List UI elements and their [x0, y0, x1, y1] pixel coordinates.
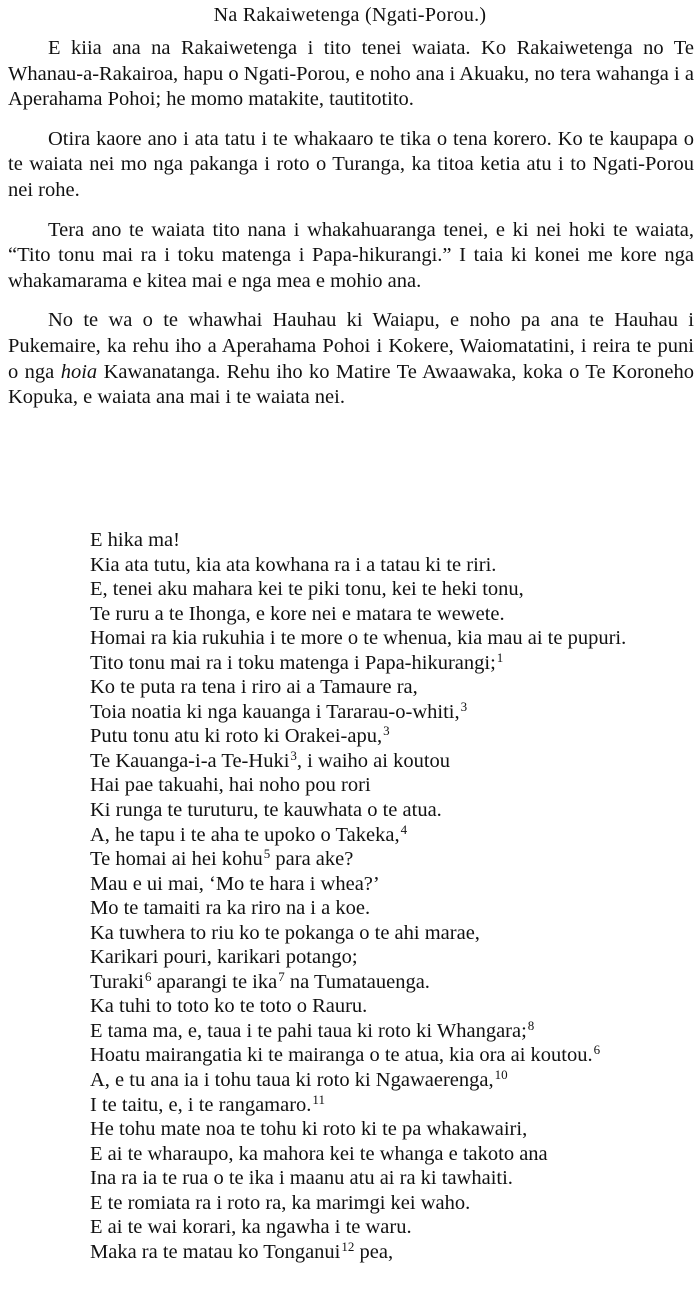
- poem-line-text: Mau e ui mai, ‘Mo te hara i whea?’: [90, 872, 380, 895]
- intro-paragraph-3: Tera ano te waiata tito nana i whakahuaranga tenei, e ki nei hoki te waiata, “Tito tonu mai ra i toku matenga i Papa-hikurangi.” I taia ki konei me kore nga whakamarama e kitea mai e nga mea e mohio ana.: [8, 218, 694, 292]
- footnote-marker: 6: [144, 968, 152, 984]
- poem-line: [90, 1191, 696, 1216]
- poem-line: [90, 872, 696, 897]
- poem-line: [90, 945, 696, 970]
- poem-line-text: A, he tapu i te aha te upoko o Takeka,: [90, 823, 400, 846]
- poem-line: [90, 602, 696, 627]
- poem-line: [90, 1166, 696, 1191]
- poem-line: [90, 896, 696, 921]
- poem-line: [90, 553, 696, 578]
- poem-line-text: , i waiho ai koutou: [296, 749, 451, 772]
- footnote-marker: 6: [593, 1042, 601, 1058]
- poem-line: [90, 798, 696, 823]
- footnote-marker: 8: [527, 1017, 535, 1033]
- intro-paragraph-2: Otira kaore ano i ata tatu i te whakaaro te tika o tena korero. Ko te kaupapa o te waiata nei mo nga pakanga i roto o Turanga, ka titoa ketia atu i to Ngati-Porou nei rohe.: [8, 127, 694, 201]
- poem-line-text: Te ruru a te Ihonga, e kore nei e matara te wewete.: [90, 602, 505, 625]
- footnote-marker: 11: [312, 1091, 325, 1107]
- footnote-marker: 12: [341, 1238, 355, 1254]
- footnote-marker: 1: [496, 649, 504, 665]
- poem-line-text: He tohu mate noa te tohu ki roto ki te pa whakawairi,: [90, 1118, 528, 1141]
- poem-line-text: E, tenei aku mahara kei te piki tonu, kei te heki tonu,: [90, 578, 524, 601]
- poem-line-text: Putu tonu atu ki roto ki Orakei-apu,: [90, 725, 383, 748]
- poem-line-text: E ai te wai korari, ka ngawha i te waru.: [90, 1216, 412, 1239]
- footnote-marker: 10: [494, 1067, 508, 1083]
- poem-line: [90, 823, 696, 848]
- poem-line-text: Maka ra te matau ko Tonganui: [90, 1240, 341, 1263]
- poem-line: [90, 1215, 696, 1240]
- page-title: Na Rakaiwetenga (Ngati-Porou.): [213, 4, 487, 26]
- poem-line: [90, 1019, 696, 1044]
- poem-line-text: Tito tonu mai ra i toku matenga i Papa-hikurangi;: [90, 651, 496, 674]
- poem-line: [90, 994, 696, 1019]
- footnote-marker: 4: [400, 821, 408, 837]
- poem-line-text: pea,: [354, 1240, 394, 1263]
- poem-line-text: Ko te puta ra tena i riro ai a Tamaure ra,: [90, 676, 418, 699]
- poem-line: [90, 773, 696, 798]
- intro-paragraph-4: [8, 308, 694, 410]
- poem-line-text: Ina ra ia te rua o te ika i maanu atu ai ra ki tawhaiti.: [90, 1167, 513, 1190]
- poem-line-text: Ki runga te turuturu, te kauwhata o te atua.: [90, 799, 442, 822]
- footnote-marker: 3: [460, 698, 468, 714]
- poem-line: [90, 847, 696, 872]
- poem-line-text: Ka tuwhera to riu ko te pokanga o te ahi marae,: [90, 921, 480, 944]
- poem-line-text: Hoatu mairangatia ki te mairanga o te atua, kia ora ai koutou.: [90, 1044, 593, 1067]
- poem-line: [90, 577, 696, 602]
- poem-lyrics: [90, 528, 696, 1264]
- poem-line-text: E hika ma!: [90, 529, 180, 551]
- poem-line-text: Homai ra kia rukuhia i te more o te whenua, kia mau ai te pupuri.: [90, 627, 627, 650]
- poem-line-text: I te taitu, e, i te rangamaro.: [90, 1093, 312, 1116]
- italic-word: hoia: [60, 360, 98, 383]
- footnote-marker: 7: [278, 968, 285, 984]
- poem-line-text: E ai te wharaupo, ka mahora kei te whanga e takoto ana: [90, 1142, 548, 1165]
- poem-line: [90, 675, 696, 700]
- poem-line-text: Hai pae takuahi, hai noho pou rori: [90, 774, 371, 797]
- poem-line: [90, 1142, 696, 1167]
- poem-line-text: Turaki: [90, 970, 144, 993]
- paragraph-text: No te wa o te whawhai Hauhau ki Waiapu, e noho pa ana te Hauhau i Pukemaire, ka rehu iho a Aperahama Pohoi i Kokere, Waiomatatini, i reira te puni o nga: [8, 309, 694, 383]
- poem-line-text: na Tumatauenga.: [284, 970, 430, 993]
- poem-line: [90, 749, 696, 774]
- poem-line-text: Te homai ai hei kohu: [90, 848, 263, 871]
- footnote-marker: 3: [383, 723, 390, 739]
- footnote-marker: 5: [263, 846, 271, 862]
- poem-line-text: aparangi te ika: [151, 970, 278, 993]
- poem-line: [90, 1068, 696, 1093]
- poem-line-text: Te Kauanga-i-a Te-Huki: [90, 749, 290, 772]
- poem-line: [90, 1240, 696, 1265]
- poem-line: [90, 1043, 696, 1068]
- poem-line-text: A, e tu ana ia i tohu taua ki roto ki Ngawaerenga,: [90, 1069, 494, 1092]
- poem-line-text: E tama ma, e, taua i te pahi taua ki roto ki Whangara;: [90, 1019, 527, 1042]
- poem-line: [90, 1093, 696, 1118]
- introduction: [8, 36, 694, 411]
- poem-line-text: Ka tuhi to toto ko te toto o Rauru.: [90, 995, 368, 1018]
- poem-line: [90, 1117, 696, 1142]
- poem-line-text: E te romiata ra i roto ra, ka marimgi kei waho.: [90, 1191, 471, 1214]
- footnote-marker: 3: [290, 747, 297, 763]
- poem-line: [90, 651, 696, 676]
- poem-line: [90, 921, 696, 946]
- poem-line: [90, 970, 696, 995]
- poem-line-text: Toia noatia ki nga kauanga i Tararau-o-whiti,: [90, 700, 460, 723]
- paragraph-text: Kawanatanga. Rehu iho ko Matire Te Awaawaka, koka o Te Koroneho Kopuka, e waiata ana mai i te waiata nei.: [8, 360, 694, 409]
- poem-line: [90, 528, 696, 553]
- poem-line-text: para ake?: [270, 848, 354, 871]
- poem-line: [90, 724, 696, 749]
- poem-line-text: Karikari pouri, karikari potango;: [90, 946, 358, 969]
- intro-paragraph-1: E kiia ana na Rakaiwetenga i tito tenei waiata. Ko Rakaiwetenga no Te Whanau-a-Rakairoa, hapu o Ngati-Porou, e noho ana i Akuaku, no tera wahanga i a Aperahama Pohoi; he momo matakite, tautitotito.: [8, 37, 694, 111]
- poem-line-text: Mo te tamaiti ra ka riro na i a koe.: [90, 897, 371, 920]
- poem-line: [90, 626, 696, 651]
- poem-line-text: Kia ata tutu, kia ata kowhana ra i a tatau ki te riri.: [90, 553, 497, 576]
- poem-line: [90, 700, 696, 725]
